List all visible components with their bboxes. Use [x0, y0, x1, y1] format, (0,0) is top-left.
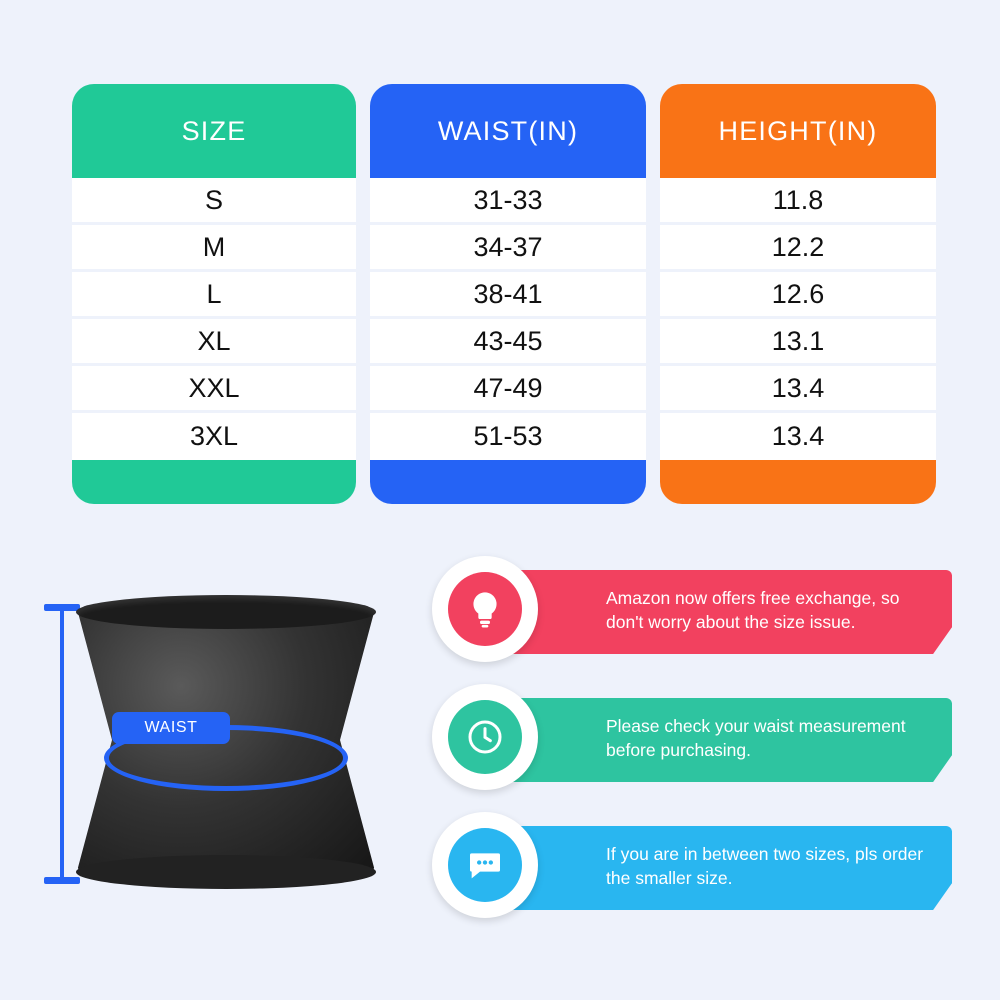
table-cell: 12.6: [660, 272, 936, 319]
table-cell: 43-45: [370, 319, 646, 366]
height-line: [60, 604, 64, 884]
note-text: If you are in between two sizes, pls order the smaller size.: [606, 844, 924, 889]
lightbulb-icon: [448, 572, 522, 646]
note-text: Amazon now offers free exchange, so don't worry about the size issue.: [606, 588, 900, 633]
column-body-waist: [370, 178, 646, 504]
table-cell: 3XL: [72, 413, 356, 460]
note-badge: [432, 684, 538, 790]
note-ribbon: [480, 698, 952, 782]
column-header-size: SIZE: [181, 115, 247, 146]
column-body-size: [72, 178, 356, 504]
clock-icon: [448, 700, 522, 774]
table-cell: 34-37: [370, 225, 646, 272]
table-cell: 38-41: [370, 272, 646, 319]
note-item: [432, 556, 952, 668]
note-text: Please check your waist measurement before purchasing.: [606, 716, 906, 761]
table-column-height: [660, 84, 936, 504]
table-cell: 51-53: [370, 413, 646, 460]
note-item: [432, 812, 952, 924]
table-cell: 13.4: [660, 366, 936, 413]
table-cell: S: [72, 178, 356, 225]
waist-height-label: [0, 718, 2, 774]
table-cell: XXL: [72, 366, 356, 413]
table-cell: M: [72, 225, 356, 272]
notes-list: [432, 556, 980, 976]
note-item: [432, 684, 952, 796]
chat-bubble-icon: [448, 828, 522, 902]
table-column-waist: [370, 84, 646, 504]
note-ribbon: [480, 570, 952, 654]
belt-top-edge: [76, 595, 376, 629]
note-badge: [432, 556, 538, 662]
note-ribbon: [480, 826, 952, 910]
column-header-height: HEIGHT(IN): [718, 115, 878, 146]
column-body-height: [660, 178, 936, 504]
product-measurement-diagram: [20, 560, 420, 980]
table-cell: 11.8: [660, 178, 936, 225]
column-header-waist: WAIST(IN): [437, 115, 579, 146]
table-cell: 31-33: [370, 178, 646, 225]
height-cap-bottom: [44, 877, 80, 884]
table-cell: 13.1: [660, 319, 936, 366]
belt-bottom-edge: [76, 855, 376, 889]
size-table: [72, 84, 928, 504]
table-cell: 47-49: [370, 366, 646, 413]
table-cell: XL: [72, 319, 356, 366]
table-cell: L: [72, 272, 356, 319]
waist-label-pill: WAIST: [112, 712, 230, 744]
table-cell: 13.4: [660, 413, 936, 460]
height-cap-top: [44, 604, 80, 611]
note-badge: [432, 812, 538, 918]
table-cell: 12.2: [660, 225, 936, 272]
table-column-size: [72, 84, 356, 504]
